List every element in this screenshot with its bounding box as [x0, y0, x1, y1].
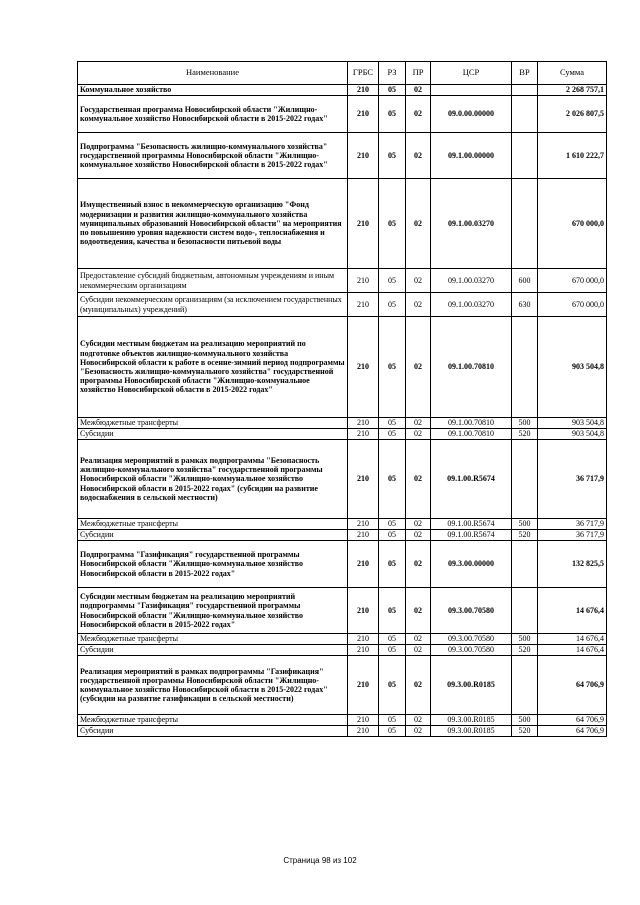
- cell-vr: 500: [512, 634, 538, 645]
- table-row: [78, 429, 607, 440]
- table-row: [78, 179, 607, 269]
- cell-grbs: 210: [348, 715, 379, 726]
- header-sum: Сумма: [538, 62, 607, 85]
- cell-csr: 09.1.00.03270: [431, 293, 512, 317]
- cell-rz: 05: [379, 418, 406, 429]
- cell-rz: 05: [379, 317, 406, 418]
- cell-pr: 02: [406, 588, 431, 634]
- cell-csr: 09.1.00.03270: [431, 269, 512, 293]
- cell-grbs: 210: [348, 269, 379, 293]
- cell-rz: 05: [379, 85, 406, 96]
- cell-sum: 903 504,8: [538, 418, 607, 429]
- cell-sum: 903 504,8: [538, 317, 607, 418]
- cell-vr: 600: [512, 269, 538, 293]
- cell-rz: 05: [379, 293, 406, 317]
- cell-sum: 14 676,4: [538, 634, 607, 645]
- cell-grbs: 210: [348, 519, 379, 530]
- cell-pr: 02: [406, 418, 431, 429]
- table-row: [78, 418, 607, 429]
- cell-pr: 02: [406, 656, 431, 715]
- cell-name: Субсидии: [78, 645, 348, 656]
- cell-rz: 05: [379, 715, 406, 726]
- cell-rz: 05: [379, 440, 406, 519]
- cell-sum: 2 268 757,1: [538, 85, 607, 96]
- cell-grbs: 210: [348, 418, 379, 429]
- cell-name: Реализация мероприятий в рамках подпрограммы "Безопасность жилищно-коммунального хозяйства" государственной программы Новосибирской области "Жилищно-коммунальное хозяйство Новосибирской области в 2015-2022 годах" (субсидии на развитие водоснабжения в сельской местности): [78, 440, 348, 519]
- cell-rz: 05: [379, 588, 406, 634]
- cell-name: Межбюджетные трансферты: [78, 418, 348, 429]
- cell-grbs: 210: [348, 440, 379, 519]
- header-grbs: ГРБС: [348, 62, 379, 85]
- cell-sum: 670 000,0: [538, 179, 607, 269]
- cell-sum: 670 000,0: [538, 293, 607, 317]
- cell-rz: 05: [379, 96, 406, 133]
- table-row: [78, 96, 607, 133]
- cell-sum: 64 706,9: [538, 726, 607, 737]
- header-rz: РЗ: [379, 62, 406, 85]
- cell-name: Субсидии: [78, 530, 348, 541]
- cell-name: Субсидии некоммерческим организациям (за исключением государственных (муниципальных) учреждений): [78, 293, 348, 317]
- cell-vr: 500: [512, 715, 538, 726]
- cell-csr: 09.1.00.70810: [431, 317, 512, 418]
- cell-pr: 02: [406, 179, 431, 269]
- cell-vr: [512, 656, 538, 715]
- cell-sum: 2 026 807,5: [538, 96, 607, 133]
- cell-pr: 02: [406, 96, 431, 133]
- table-row: [78, 317, 607, 418]
- cell-rz: 05: [379, 656, 406, 715]
- cell-name: Подпрограмма "Газификация" государственной программы Новосибирской области "Жилищно-коммунальное хозяйство Новосибирской области в 2015-2022 годах": [78, 541, 348, 588]
- cell-grbs: 210: [348, 588, 379, 634]
- cell-name: Реализация мероприятий в рамках подпрограммы "Газификация" государственной программы Новосибирской области "Жилищно-коммунальное хозяйство Новосибирской области в 2015-2022 годах" (субсидии на развитие газификации в сельской местности): [78, 656, 348, 715]
- budget-table: [77, 61, 607, 737]
- cell-csr: 09.3.00.70580: [431, 634, 512, 645]
- cell-grbs: 210: [348, 179, 379, 269]
- cell-sum: 36 717,9: [538, 519, 607, 530]
- cell-sum: 64 706,9: [538, 715, 607, 726]
- cell-sum: 1 610 222,7: [538, 133, 607, 179]
- cell-csr: 09.3.00.70580: [431, 588, 512, 634]
- cell-rz: 05: [379, 726, 406, 737]
- table-row: [78, 269, 607, 293]
- cell-sum: 36 717,9: [538, 530, 607, 541]
- cell-csr: 09.1.00.70810: [431, 429, 512, 440]
- cell-name: Имущественный взнос в некоммерческую организацию "Фонд модернизации и развития жилищно-коммунального хозяйства муниципальных образований Новосибирской области" на мероприятия по повышению уровня надежности систем водо-, теплоснабжения и водоотведения, качества и безопасности питьевой воды: [78, 179, 348, 269]
- cell-sum: 670 000,0: [538, 269, 607, 293]
- cell-pr: 02: [406, 429, 431, 440]
- cell-rz: 05: [379, 645, 406, 656]
- cell-grbs: 210: [348, 429, 379, 440]
- cell-grbs: 210: [348, 634, 379, 645]
- cell-pr: 02: [406, 440, 431, 519]
- cell-rz: 05: [379, 179, 406, 269]
- cell-pr: 02: [406, 85, 431, 96]
- cell-name: Субсидии местным бюджетам на реализацию мероприятий по подготовке объектов жилищно-коммунального хозяйства Новосибирской области к работе в осенне-зимний период подпрограммы "Безопасность жилищно-коммунального хозяйства" государственной программы Новосибирской области "Жилищно-коммунальное хозяйство Новосибирской области в 2015-2022 годах": [78, 317, 348, 418]
- cell-vr: 520: [512, 726, 538, 737]
- header-pr: ПР: [406, 62, 431, 85]
- page-number: Страница 98 из 102: [283, 856, 357, 865]
- cell-pr: 02: [406, 519, 431, 530]
- cell-rz: 05: [379, 634, 406, 645]
- table-row: [78, 85, 607, 96]
- cell-vr: [512, 179, 538, 269]
- cell-name: Межбюджетные трансферты: [78, 715, 348, 726]
- cell-vr: 520: [512, 645, 538, 656]
- cell-grbs: 210: [348, 726, 379, 737]
- cell-vr: 630: [512, 293, 538, 317]
- cell-csr: 09.3.00.00000: [431, 541, 512, 588]
- table-row: [78, 645, 607, 656]
- cell-vr: 500: [512, 418, 538, 429]
- cell-name: Межбюджетные трансферты: [78, 634, 348, 645]
- header-name: Наименование: [78, 62, 348, 85]
- table-row: [78, 541, 607, 588]
- table-row: [78, 588, 607, 634]
- cell-rz: 05: [379, 133, 406, 179]
- table-row: [78, 293, 607, 317]
- cell-rz: 05: [379, 269, 406, 293]
- table-row: [78, 726, 607, 737]
- cell-vr: 520: [512, 530, 538, 541]
- table-row: [78, 519, 607, 530]
- cell-pr: 02: [406, 541, 431, 588]
- cell-grbs: 210: [348, 293, 379, 317]
- cell-rz: 05: [379, 429, 406, 440]
- cell-pr: 02: [406, 293, 431, 317]
- cell-vr: 520: [512, 429, 538, 440]
- table-row: [78, 634, 607, 645]
- table-header-row: [78, 62, 607, 85]
- cell-name: Коммунальное хозяйство: [78, 85, 348, 96]
- cell-vr: [512, 85, 538, 96]
- cell-csr: 09.1.00.70810: [431, 418, 512, 429]
- cell-name: Субсидии: [78, 726, 348, 737]
- cell-pr: 02: [406, 317, 431, 418]
- cell-csr: 09.1.00.R5674: [431, 440, 512, 519]
- table-row: [78, 656, 607, 715]
- table-body: [78, 85, 607, 737]
- cell-vr: [512, 588, 538, 634]
- cell-csr: 09.3.00.70580: [431, 645, 512, 656]
- cell-pr: 02: [406, 634, 431, 645]
- cell-name: Субсидии местным бюджетам на реализацию мероприятий подпрограммы "Газификация" государственной программы Новосибирской области "Жилищно-коммунальное хозяйство Новосибирской области в 2015-2022 годах": [78, 588, 348, 634]
- cell-grbs: 210: [348, 85, 379, 96]
- cell-sum: 14 676,4: [538, 645, 607, 656]
- table-row: [78, 530, 607, 541]
- cell-csr: 09.3.00.R0185: [431, 715, 512, 726]
- cell-grbs: 210: [348, 133, 379, 179]
- cell-vr: 500: [512, 519, 538, 530]
- header-csr: ЦСР: [431, 62, 512, 85]
- cell-csr: 09.3.00.R0185: [431, 656, 512, 715]
- cell-vr: [512, 133, 538, 179]
- cell-vr: [512, 96, 538, 133]
- cell-csr: 09.3.00.R0185: [431, 726, 512, 737]
- cell-vr: [512, 541, 538, 588]
- cell-name: Субсидии: [78, 429, 348, 440]
- cell-name: Предоставление субсидий бюджетным, автономным учреждениям и иным некоммерческим организациям: [78, 269, 348, 293]
- cell-grbs: 210: [348, 656, 379, 715]
- cell-sum: 903 504,8: [538, 429, 607, 440]
- table-row: [78, 133, 607, 179]
- cell-pr: 02: [406, 645, 431, 656]
- cell-rz: 05: [379, 530, 406, 541]
- cell-name: Государственная программа Новосибирской области "Жилищно-коммунальное хозяйство Новосибирской области в 2015-2022 годах": [78, 96, 348, 133]
- cell-pr: 02: [406, 133, 431, 179]
- cell-vr: [512, 440, 538, 519]
- cell-grbs: 210: [348, 96, 379, 133]
- cell-pr: 02: [406, 530, 431, 541]
- cell-pr: 02: [406, 269, 431, 293]
- cell-csr: 09.0.00.00000: [431, 96, 512, 133]
- cell-rz: 05: [379, 541, 406, 588]
- cell-pr: 02: [406, 726, 431, 737]
- table-row: [78, 715, 607, 726]
- cell-grbs: 210: [348, 317, 379, 418]
- cell-grbs: 210: [348, 530, 379, 541]
- cell-sum: 36 717,9: [538, 440, 607, 519]
- cell-sum: 132 825,5: [538, 541, 607, 588]
- cell-csr: 09.1.00.00000: [431, 133, 512, 179]
- cell-csr: 09.1.00.R5674: [431, 519, 512, 530]
- cell-name: Межбюджетные трансферты: [78, 519, 348, 530]
- table-row: [78, 440, 607, 519]
- cell-grbs: 210: [348, 645, 379, 656]
- cell-sum: 14 676,4: [538, 588, 607, 634]
- cell-sum: 64 706,9: [538, 656, 607, 715]
- cell-rz: 05: [379, 519, 406, 530]
- cell-name: Подпрограмма "Безопасность жилищно-коммунального хозяйства" государственной программы Новосибирской области "Жилищно-коммунальное хозяйство Новосибирской области в 2015-2022 годах": [78, 133, 348, 179]
- cell-pr: 02: [406, 715, 431, 726]
- cell-csr: 09.1.00.03270: [431, 179, 512, 269]
- header-vr: ВР: [512, 62, 538, 85]
- cell-vr: [512, 317, 538, 418]
- cell-csr: 09.1.00.R5674: [431, 530, 512, 541]
- cell-grbs: 210: [348, 541, 379, 588]
- cell-csr: [431, 85, 512, 96]
